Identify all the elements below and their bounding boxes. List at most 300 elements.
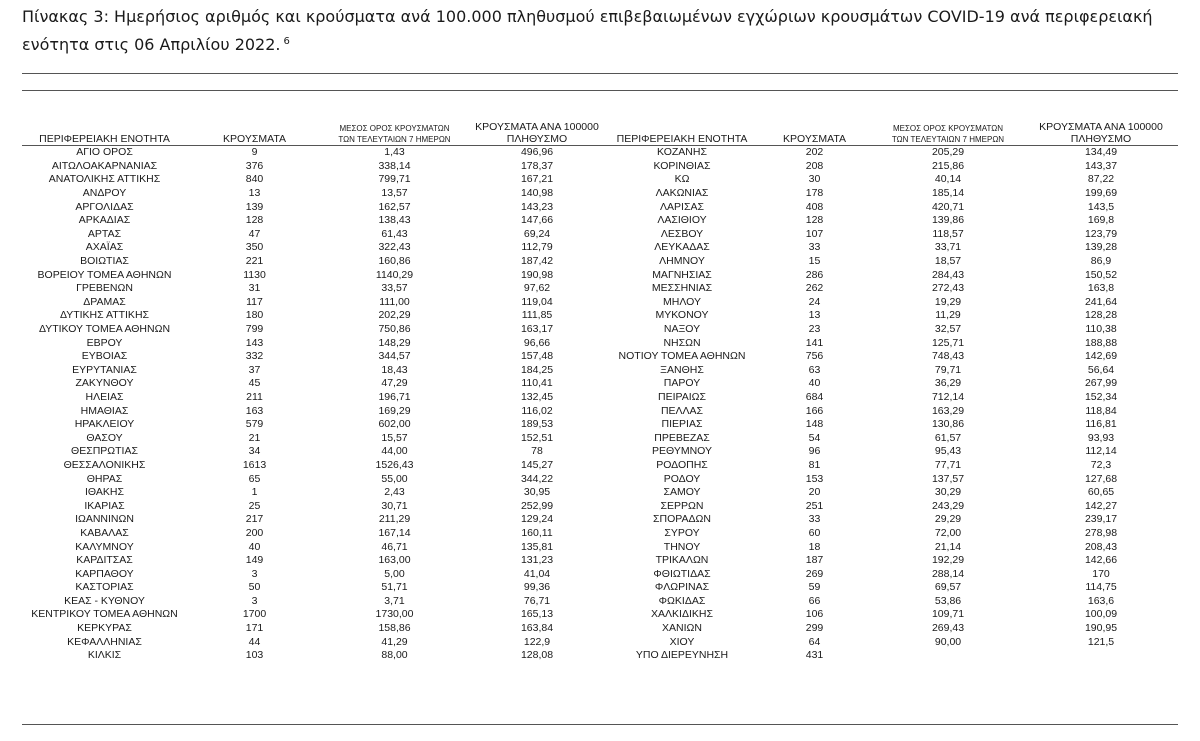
right-per100k-cell: 163,6 [1087, 594, 1115, 607]
right-cases-cell: 166 [805, 404, 824, 417]
right-region-cell: ΠΕΙΡΑΙΩΣ [658, 390, 706, 403]
right-avg7-cell: 215,86 [931, 159, 965, 172]
left-region-cell: ΚΑΣΤΟΡΙΑΣ [75, 581, 134, 594]
right-region-cell: ΧΑΛΚΙΔΙΚΗΣ [651, 608, 713, 621]
right-avg7-cell: 139,86 [931, 214, 965, 227]
right-avg7-cell: 33,71 [934, 241, 962, 254]
left-cases-cell: 332 [245, 350, 264, 363]
right-per100k-cell: 208,43 [1084, 540, 1118, 553]
right-avg7-cell: 32,57 [934, 323, 962, 336]
right-cases-cell: 286 [805, 268, 824, 281]
right-per100k-cell [1024, 649, 1178, 663]
right-per100k-cell: 72,3 [1090, 458, 1112, 471]
right-region-cell: ΡΟΔΟΥ [663, 472, 701, 485]
table-row [22, 513, 1178, 527]
left-region-cell: ΒΟΙΩΤΙΑΣ [80, 255, 129, 268]
left-avg7-cell: 602,00 [378, 418, 411, 431]
left-avg7-cell: 33,57 [381, 282, 408, 295]
left-cases-cell: 149 [245, 554, 264, 567]
right-region-cell: ΤΡΙΚΑΛΩΝ [655, 554, 709, 567]
left-avg7-cell: 160,86 [378, 255, 411, 268]
right-region-cell: ΜΥΚΟΝΟΥ [655, 309, 709, 322]
right-cases-cell: 13 [808, 309, 821, 322]
table-row [22, 527, 1178, 541]
left-per100k-cell: 147,66 [520, 214, 554, 227]
left-per100k-cell: 110,41 [521, 377, 553, 390]
left-region-cell: ΑΡΓΟΛΙΔΑΣ [75, 200, 134, 213]
left-cases-cell: 34 [248, 445, 261, 458]
table-row [22, 309, 1178, 323]
left-cases-cell: 117 [246, 295, 263, 308]
left-avg7-cell: 3,71 [384, 594, 405, 607]
table-body [22, 146, 1178, 663]
left-cases-cell: 128 [245, 214, 264, 227]
left-per100k-cell: 128,08 [520, 649, 554, 662]
right-per100k-cell: 93,93 [1087, 431, 1115, 444]
table-row [22, 431, 1178, 445]
right-avg7-cell: 36,29 [934, 377, 962, 390]
right-cases-cell: 60 [808, 526, 821, 539]
right-avg7-cell: 288,14 [931, 567, 965, 580]
right-cases-cell: 30 [808, 173, 821, 186]
right-region-cell: ΣΕΡΡΩΝ [660, 499, 704, 512]
right-per100k-cell: 87,22 [1087, 173, 1115, 186]
left-region-cell: ΚΙΛΚΙΣ [87, 649, 122, 662]
left-region-cell: ΚΕΝΤΡΙΚΟΥ ΤΟΜΕΑ ΑΘΗΝΩΝ [31, 608, 178, 621]
right-region-cell: ΝΟΤΙΟΥ ΤΟΜΕΑ ΑΘΗΝΩΝ [618, 350, 746, 363]
left-region-cell: ΙΘΑΚΗΣ [85, 486, 124, 499]
header-region-right: ΠΕΡΙΦΕΡΕΙΑΚΗ ΕΝΟΤΗΤΑ [607, 113, 757, 146]
right-avg7-cell: 420,71 [931, 200, 965, 213]
left-cases-cell: 25 [248, 499, 261, 512]
table-row [22, 241, 1178, 255]
right-avg7-cell: 18,57 [934, 255, 962, 268]
right-per100k-cell: 118,84 [1085, 404, 1117, 417]
table-row [22, 622, 1178, 636]
left-cases-cell: 3 [251, 567, 258, 580]
left-per100k-cell: 69,24 [523, 227, 551, 240]
right-avg7-cell: 125,71 [931, 336, 965, 349]
left-cases-cell: 217 [245, 513, 264, 526]
right-cases-cell: 148 [805, 418, 824, 431]
right-avg7-cell: 40,14 [934, 173, 962, 186]
right-cases-cell: 178 [805, 187, 824, 200]
left-avg7-cell: 202,29 [378, 309, 411, 322]
left-avg7-cell: 30,71 [381, 499, 408, 512]
right-cases-cell: 33 [808, 513, 821, 526]
right-cases-cell: 208 [805, 159, 824, 172]
left-cases-cell: 45 [248, 377, 261, 390]
right-per100k-cell: 128,28 [1084, 309, 1118, 322]
second-rule [22, 90, 1178, 91]
left-avg7-cell: 322,43 [378, 241, 411, 254]
left-per100k-cell: 131,23 [520, 554, 554, 567]
right-avg7-cell: 243,29 [931, 499, 965, 512]
right-cases-cell: 187 [805, 554, 824, 567]
right-cases-cell: 128 [805, 214, 824, 227]
left-cases-cell: 799 [245, 323, 264, 336]
right-region-cell: ΛΕΣΒΟΥ [660, 227, 704, 240]
right-per100k-cell: 142,66 [1084, 554, 1118, 567]
left-cases-cell: 840 [245, 173, 264, 186]
bottom-rule [22, 724, 1178, 725]
left-region-cell: ΗΜΑΘΙΑΣ [80, 404, 129, 417]
table-row [22, 391, 1178, 405]
right-per100k-cell: 169,8 [1087, 214, 1115, 227]
left-region-cell: ΚΑΒΑΛΑΣ [80, 526, 129, 539]
table-row [22, 486, 1178, 500]
table-row [22, 200, 1178, 214]
right-per100k-cell: 267,99 [1084, 377, 1118, 390]
left-cases-cell: 1130 [243, 268, 266, 281]
header-per100k-right [1024, 113, 1178, 146]
left-avg7-cell: 1730,00 [375, 608, 414, 621]
right-region-cell: ΡΕΘΥΜΝΟΥ [651, 445, 712, 458]
right-per100k-cell: 100,09 [1084, 608, 1118, 621]
left-per100k-cell: 30,95 [523, 486, 551, 499]
left-avg7-cell: 1526,43 [375, 458, 414, 471]
right-per100k-cell: 134,49 [1084, 146, 1118, 159]
left-avg7-cell: 338,14 [378, 159, 411, 172]
left-per100k-cell: 99,36 [523, 581, 551, 594]
left-cases-cell: 376 [245, 159, 264, 172]
left-per100k-cell: 152,51 [520, 431, 554, 444]
table-row [22, 228, 1178, 242]
left-avg7-cell: 2,43 [384, 486, 405, 499]
left-avg7-cell: 44,00 [381, 445, 408, 458]
left-avg7-cell: 5,00 [384, 567, 405, 580]
left-cases-cell: 1700 [242, 608, 267, 621]
table-row [22, 268, 1178, 282]
right-cases-cell: 141 [805, 336, 824, 349]
right-region-cell: ΛΗΜΝΟΥ [659, 255, 705, 268]
header-avg-left [322, 113, 467, 146]
right-cases-cell: 15 [808, 255, 821, 268]
header-region-left: ΠΕΡΙΦΕΡΕΙΑΚΗ ΕΝΟΤΗΤΑ [22, 113, 187, 146]
right-per100k-cell: 239,17 [1084, 513, 1118, 526]
right-cases-cell: 153 [805, 472, 824, 485]
left-region-cell: ΑΡΚΑΔΙΑΣ [78, 214, 131, 227]
right-region-cell: ΛΑΣΙΘΙΟΥ [657, 214, 707, 227]
right-per100k-cell: 188,88 [1084, 336, 1118, 349]
right-region-cell: ΝΗΣΩΝ [663, 336, 701, 349]
left-per100k-cell: 496,96 [520, 146, 554, 159]
table-row [22, 581, 1178, 595]
left-avg7-cell: 111,00 [379, 295, 410, 308]
table-row [22, 445, 1178, 459]
right-avg7-cell: 69,57 [934, 581, 962, 594]
right-avg7-cell: 205,29 [931, 146, 965, 159]
right-avg7-cell: 21,14 [934, 540, 962, 553]
right-region-cell: ΣΠΟΡΑΔΩΝ [653, 513, 711, 526]
right-per100k-cell: 56,64 [1087, 363, 1115, 376]
left-avg7-cell: 799,71 [378, 173, 411, 186]
left-region-cell: ΕΥΡΥΤΑΝΙΑΣ [72, 363, 137, 376]
right-per100k-cell: 278,98 [1084, 526, 1118, 539]
left-cases-cell: 579 [245, 418, 264, 431]
left-region-cell: ΔΡΑΜΑΣ [83, 295, 126, 308]
right-avg7-cell: 29,29 [934, 513, 962, 526]
right-cases-cell: 251 [805, 499, 824, 512]
table-row [22, 160, 1178, 174]
left-per100k-cell: 184,25 [520, 363, 554, 376]
right-per100k-cell: 110,38 [1085, 323, 1117, 336]
right-avg7-cell: 109,71 [931, 608, 965, 621]
right-cases-cell: 408 [805, 200, 824, 213]
left-cases-cell: 221 [245, 255, 264, 268]
left-avg7-cell: 148,29 [378, 336, 411, 349]
right-cases-cell: 59 [808, 581, 821, 594]
right-region-cell: ΦΛΩΡΙΝΑΣ [654, 581, 710, 594]
right-avg7-cell: 130,86 [931, 418, 965, 431]
left-avg7-cell: 41,29 [381, 635, 408, 648]
left-cases-cell: 40 [248, 540, 261, 553]
right-region-cell: ΞΑΝΘΗΣ [660, 363, 704, 376]
right-avg7-cell: 72,00 [934, 526, 962, 539]
left-per100k-cell: 96,66 [523, 336, 551, 349]
right-cases-cell: 262 [805, 282, 824, 295]
right-per100k-cell: 127,68 [1084, 472, 1118, 485]
left-per100k-cell: 78 [531, 445, 543, 458]
left-avg7-cell: 88,00 [381, 649, 408, 662]
left-cases-cell: 31 [248, 282, 261, 295]
table-row [22, 336, 1178, 350]
right-region-cell: ΥΠΟ ΔΙΕΡΕΥΝΗΣΗ [635, 649, 729, 662]
right-cases-cell: 24 [808, 295, 821, 308]
table-row [22, 608, 1178, 622]
header-per100k-line1: ΚΡΟΥΣΜΑΤΑ ΑΝΑ 100000 [475, 121, 599, 133]
left-avg7-cell: 162,57 [378, 200, 411, 213]
header-avg-line2: ΤΩΝ ΤΕΛΕΥΤΑΙΩΝ 7 ΗΜΕΡΩΝ [338, 135, 451, 144]
right-per100k-cell: 163,8 [1087, 282, 1115, 295]
right-region-cell: ΝΑΞΟΥ [663, 323, 701, 336]
left-cases-cell: 1 [251, 486, 258, 499]
right-avg7-cell: 185,14 [931, 187, 965, 200]
right-cases-cell: 269 [805, 567, 824, 580]
right-avg7-cell: 11,29 [935, 309, 961, 322]
left-region-cell: ΒΟΡΕΙΟΥ ΤΟΜΕΑ ΑΘΗΝΩΝ [37, 268, 172, 281]
table-row [22, 567, 1178, 581]
left-region-cell: ΘΗΡΑΣ [86, 472, 123, 485]
right-region-cell: ΛΑΡΙΣΑΣ [660, 200, 704, 213]
left-region-cell: ΖΑΚΥΝΘΟΥ [75, 377, 134, 390]
right-cases-cell: 81 [808, 458, 821, 471]
left-avg7-cell: 196,71 [378, 390, 411, 403]
left-region-cell: ΗΡΑΚΛΕΙΟΥ [74, 418, 135, 431]
right-cases-cell: 33 [808, 241, 821, 254]
covid-cases-table [22, 113, 1178, 663]
left-per100k-cell: 129,24 [520, 513, 554, 526]
right-per100k-cell: 142,69 [1084, 350, 1118, 363]
right-avg7-cell: 284,43 [931, 268, 965, 281]
right-per100k-cell: 60,65 [1087, 486, 1115, 499]
left-cases-cell: 103 [245, 649, 264, 662]
left-region-cell: ΕΒΡΟΥ [86, 336, 123, 349]
table-row [22, 418, 1178, 432]
right-region-cell: ΚΟΖΑΝΗΣ [657, 146, 707, 159]
left-avg7-cell: 46,71 [381, 540, 408, 553]
right-avg7-cell: 95,43 [934, 445, 962, 458]
left-region-cell: ΚΕΑΣ - ΚΥΘΝΟΥ [64, 594, 145, 607]
table-row [22, 146, 1178, 160]
left-per100k-cell: 145,27 [520, 458, 554, 471]
header-per100k-left [467, 113, 607, 146]
right-per100k-cell: 142,27 [1084, 499, 1118, 512]
left-region-cell: ΑΧΑΪΑΣ [85, 241, 124, 254]
left-cases-cell: 3 [251, 594, 258, 607]
header-avg-right [872, 113, 1024, 146]
top-rule [22, 73, 1178, 74]
left-per100k-cell: 178,37 [520, 159, 554, 172]
right-cases-cell: 63 [808, 363, 821, 376]
left-avg7-cell: 51,71 [381, 581, 408, 594]
right-region-cell: ΜΗΛΟΥ [663, 295, 701, 308]
left-region-cell: ΑΡΤΑΣ [87, 227, 122, 240]
left-avg7-cell: 55,00 [381, 472, 408, 485]
right-cases-cell: 684 [805, 390, 824, 403]
left-cases-cell: 13 [248, 187, 261, 200]
right-per100k-cell: 123,79 [1084, 227, 1118, 240]
right-avg7-cell: 272,43 [931, 282, 965, 295]
left-region-cell: ΘΕΣΣΑΛΟΝΙΚΗΣ [63, 458, 146, 471]
right-per100k-cell: 199,69 [1084, 187, 1118, 200]
right-region-cell: ΠΕΛΛΑΣ [660, 404, 704, 417]
right-per100k-cell: 152,34 [1084, 390, 1118, 403]
right-per100k-cell: 112,14 [1085, 445, 1117, 458]
right-per100k-cell: 86,9 [1090, 255, 1112, 268]
right-cases-cell: 756 [805, 350, 824, 363]
left-per100k-cell: 112,79 [521, 241, 553, 254]
left-avg7-cell: 61,43 [381, 227, 408, 240]
right-avg7-cell: 269,43 [931, 622, 965, 635]
right-per100k-cell: 139,28 [1084, 241, 1118, 254]
right-avg7-cell: 118,57 [932, 227, 964, 240]
right-region-cell: ΜΑΓΝΗΣΙΑΣ [652, 268, 712, 281]
right-region-cell: ΚΩ [674, 173, 690, 186]
table-caption [22, 4, 1182, 57]
left-region-cell: ΚΑΡΔΙΤΣΑΣ [76, 554, 133, 567]
header-per100k-line2: ΠΛΗΘΥΣΜΟ [506, 133, 568, 145]
left-region-cell: ΘΕΣΠΡΩΤΙΑΣ [71, 445, 138, 458]
header-per100k-line1: ΚΡΟΥΣΜΑΤΑ ΑΝΑ 100000 [1039, 121, 1163, 133]
left-region-cell: ΙΚΑΡΙΑΣ [84, 499, 125, 512]
left-cases-cell: 65 [248, 472, 261, 485]
right-region-cell: ΤΗΝΟΥ [663, 540, 701, 553]
right-cases-cell: 107 [805, 227, 824, 240]
right-per100k-cell: 121,5 [1087, 635, 1115, 648]
header-cases-right: ΚΡΟΥΣΜΑΤΑ [757, 113, 872, 146]
right-cases-cell: 299 [805, 622, 824, 635]
right-region-cell: ΦΩΚΙΔΑΣ [658, 594, 706, 607]
right-region-cell: ΧΙΟΥ [669, 635, 695, 648]
left-per100k-cell: 252,99 [520, 499, 554, 512]
left-region-cell: ΓΡΕΒΕΝΩΝ [76, 282, 133, 295]
right-avg7-cell: 30,29 [934, 486, 962, 499]
left-per100k-cell: 140,98 [520, 187, 554, 200]
right-avg7-cell: 137,57 [931, 472, 965, 485]
table-row [22, 635, 1178, 649]
left-cases-cell: 171 [245, 622, 264, 635]
left-per100k-cell: 116,02 [521, 404, 553, 417]
header-avg-line1: ΜΕΣΟΣ ΟΡΟΣ ΚΡΟΥΣΜΑΤΩΝ [892, 124, 1004, 133]
left-per100k-cell: 160,11 [521, 526, 553, 539]
right-avg7-cell: 19,29 [934, 295, 962, 308]
left-avg7-cell: 47,29 [381, 377, 408, 390]
right-avg7-cell: 712,14 [931, 390, 965, 403]
left-cases-cell: 47 [248, 227, 261, 240]
right-avg7-cell: 192,29 [931, 554, 965, 567]
right-cases-cell: 40 [808, 377, 821, 390]
left-region-cell: ΑΝΑΤΟΛΙΚΗΣ ΑΤΤΙΚΗΣ [48, 173, 161, 186]
right-cases-cell: 202 [805, 146, 824, 159]
right-cases-cell: 66 [808, 594, 821, 607]
left-cases-cell: 163 [245, 404, 264, 417]
left-avg7-cell: 18,43 [381, 363, 408, 376]
left-per100k-cell: 122,9 [523, 635, 551, 648]
left-cases-cell: 50 [248, 581, 261, 594]
left-avg7-cell: 1140,29 [375, 268, 414, 281]
footnote-marker: 6 [283, 36, 290, 47]
left-cases-cell: 1613 [242, 458, 267, 471]
left-avg7-cell: 344,57 [378, 350, 411, 363]
header-row [22, 113, 1178, 146]
right-region-cell: ΡΟΔΟΠΗΣ [656, 458, 708, 471]
right-avg7-cell: 53,86 [934, 594, 962, 607]
left-per100k-cell: 189,53 [520, 418, 554, 431]
left-cases-cell: 44 [248, 635, 261, 648]
left-avg7-cell: 15,57 [381, 431, 408, 444]
right-per100k-cell: 116,81 [1085, 418, 1117, 431]
right-per100k-cell: 190,95 [1084, 622, 1118, 635]
left-cases-cell: 139 [245, 200, 264, 213]
left-cases-cell: 9 [251, 146, 258, 159]
right-region-cell: ΧΑΝΙΩΝ [662, 622, 702, 635]
right-avg7-cell: 90,00 [934, 635, 962, 648]
right-per100k-cell: 143,37 [1084, 159, 1118, 172]
right-avg7-cell [872, 649, 1024, 663]
table-row [22, 459, 1178, 473]
left-per100k-cell: 119,04 [521, 295, 553, 308]
left-region-cell: ΙΩΑΝΝΙΝΩΝ [75, 513, 134, 526]
table-row [22, 364, 1178, 378]
right-cases-cell: 20 [808, 486, 821, 499]
left-avg7-cell: 750,86 [378, 323, 411, 336]
right-avg7-cell: 748,43 [931, 350, 965, 363]
table-row [22, 173, 1178, 187]
left-region-cell: ΗΛΕΙΑΣ [85, 390, 124, 403]
left-per100k-cell: 157,48 [520, 350, 554, 363]
left-per100k-cell: 143,23 [520, 200, 554, 213]
right-per100k-cell: 114,75 [1085, 581, 1117, 594]
right-region-cell: ΣΥΡΟΥ [664, 526, 700, 539]
left-cases-cell: 21 [248, 431, 261, 444]
right-region-cell: ΛΕΥΚΑΔΑΣ [654, 241, 710, 254]
left-per100k-cell: 132,45 [520, 390, 554, 403]
right-cases-cell: 23 [808, 323, 821, 336]
left-region-cell: ΑΙΤΩΛΟΑΚΑΡΝΑΝΙΑΣ [51, 159, 158, 172]
left-avg7-cell: 211,29 [378, 513, 411, 526]
table-row [22, 595, 1178, 609]
left-cases-cell: 200 [245, 526, 264, 539]
right-cases-cell: 431 [805, 649, 824, 662]
table-row [22, 187, 1178, 201]
right-region-cell: ΠΡΕΒΕΖΑΣ [654, 431, 710, 444]
left-region-cell: ΔΥΤΙΚΗΣ ΑΤΤΙΚΗΣ [59, 309, 150, 322]
right-per100k-cell: 170 [1092, 567, 1110, 580]
table-row [22, 323, 1178, 337]
left-region-cell: ΚΑΛΥΜΝΟΥ [75, 540, 134, 553]
right-avg7-cell: 61,57 [934, 431, 962, 444]
